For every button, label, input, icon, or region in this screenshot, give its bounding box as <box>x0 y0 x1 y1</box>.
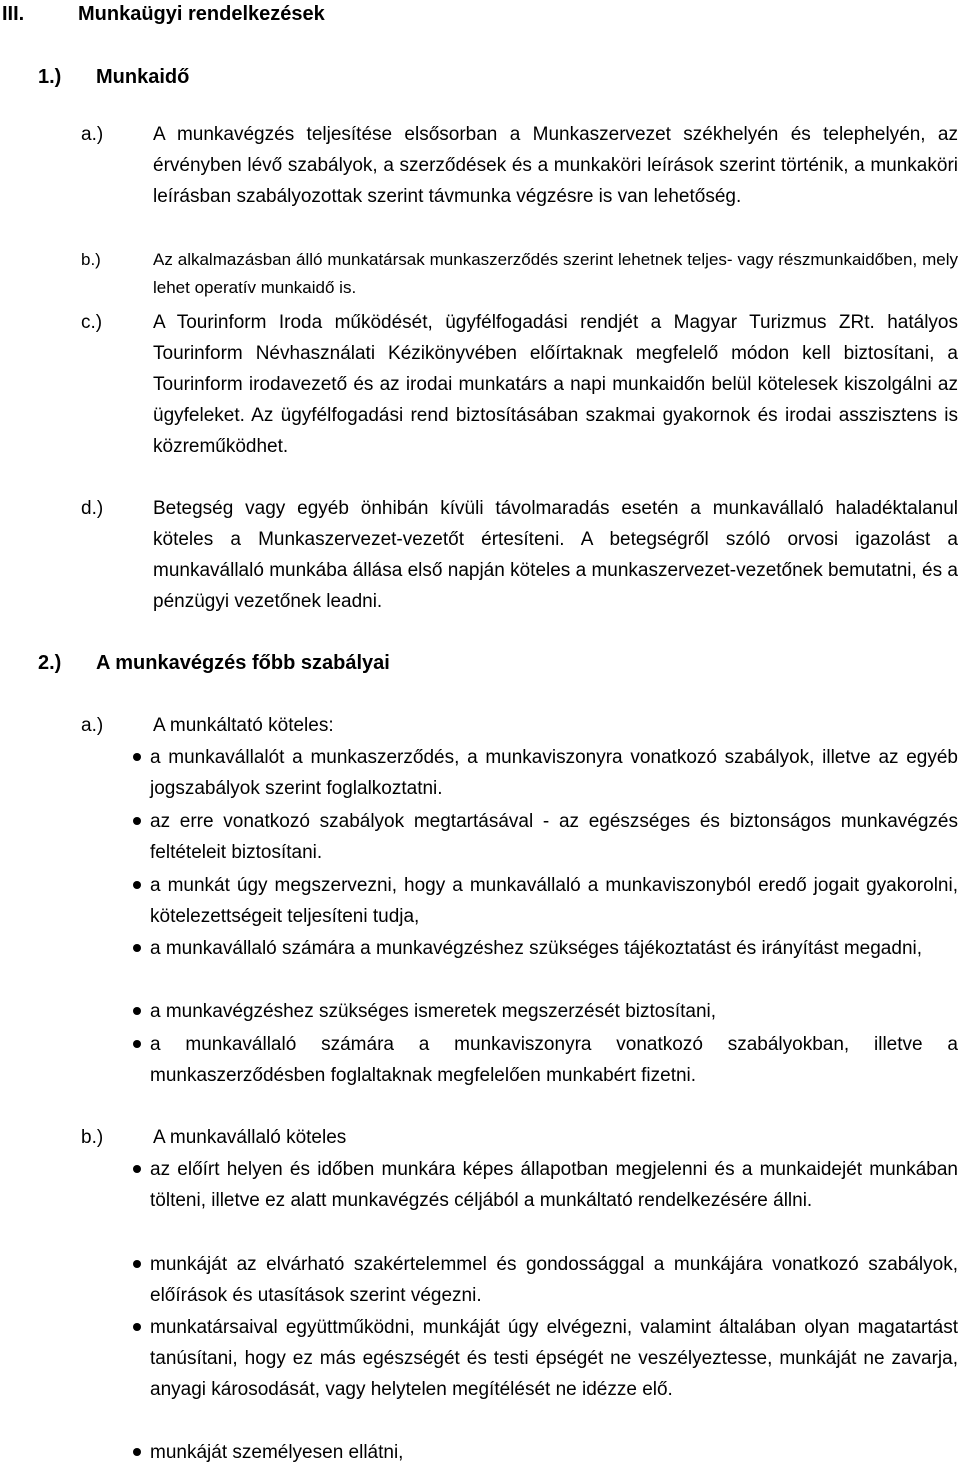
group-label: a.) <box>81 715 104 736</box>
bullet-text: a munkavállaló számára a munkavégzéshez szükséges tájékoztatást és irányítást megadni, <box>150 938 923 959</box>
bullet-text: munkatársaival együttműködni, munkáját úgy elvégezni, valamint általában olyan magatartást tanúsítani, hogy ez más egészségét és testi épségét ne veszélyeztesse, munkáját ne zavarja, anyagi károsodását, vagy helytelen megítélését ne idézze elő. <box>150 1317 958 1400</box>
subsection-number: 2.) <box>38 652 62 674</box>
section-title: Munkaügyi rendelkezések <box>78 3 325 25</box>
bullet-icon <box>133 1040 141 1048</box>
bullet-text: munkáját az elvárható szakértelemmel és gondossággal a munkájára vonatkozó szabályok, előírások és utasítások szerint végezni. <box>150 1254 958 1306</box>
item-label: b.) <box>81 250 101 269</box>
bullet-icon <box>133 1260 141 1268</box>
group-label: b.) <box>81 1127 104 1148</box>
item-text: Betegség vagy egyéb önhibán kívüli távolmaradás esetén a munkavállaló haladéktalanul köteles a Munkaszervezet-vezetőt értesíteni. A betegségről szóló orvosi igazolást a munkavállaló munkába állása első napján köteles a munkaszervezet-vezetőnek bemutatni, és a pénzügyi vezetőnek leadni. <box>153 498 958 612</box>
item-label: d.) <box>81 498 104 519</box>
bullet-icon <box>133 1323 141 1331</box>
group-title: A munkáltató köteles: <box>153 715 334 736</box>
bullet-text: az előírt helyen és időben munkára képes állapotban megjelenni és a munkaidejét munkában tölteni, illetve ez alatt munkavégzés céljából a munkáltató rendelkezésére állni. <box>150 1159 958 1211</box>
bullet-text: a munkavállalót a munkaszerződés, a munkaviszonyra vonatkozó szabályok, illetve az egyéb jogszabályok szerint foglalkoztatni. <box>150 747 958 799</box>
bullet-text: a munkavégzéshez szükséges ismeretek megszerzését biztosítani, <box>150 1001 717 1022</box>
bullet-icon <box>133 753 141 761</box>
item-text: A Tourinform Iroda működését, ügyfélfogadási rendjét a Magyar Turizmus ZRt. hatályos Tourinform Névhasználati Kézikönyvében előírtaknak megfelelő módon kell biztosítani, a Tourinform irodavezető és az irodai munkatárs a napi munkaidőn belül kötelesek kiszolgálni az ügyfeleket. Az ügyfélfogadási rend biztosításában szakmai gyakornok és irodai asszisztens is közreműködhet. <box>153 312 958 457</box>
bullet-icon <box>133 817 141 825</box>
subsection-number: 1.) <box>38 66 62 88</box>
bullet-icon <box>133 1448 141 1456</box>
bullet-icon <box>133 881 141 889</box>
subsection-title: Munkaidő <box>96 66 190 88</box>
group-title: A munkavállaló köteles <box>153 1127 347 1148</box>
subsection-title: A munkavégzés főbb szabályai <box>96 652 390 674</box>
bullet-icon <box>133 1007 141 1015</box>
item-text: A munkavégzés teljesítése elsősorban a Munkaszervezet székhelyén és telephelyén, az érvényben lévő szabályok, a szerződések és a munkaköri leírások szerint történik, a munkaköri leírásban szabályozottak szerint távmunka végzésre is van lehetőség. <box>153 124 958 207</box>
item-text: Az alkalmazásban álló munkatársak munkaszerződés szerint lehetnek teljes- vagy részmunkaidőben, mely lehet operatív munkaidő is. <box>153 250 958 297</box>
item-label: a.) <box>81 124 104 145</box>
bullet-icon <box>133 1165 141 1173</box>
bullet-text: a munkát úgy megszervezni, hogy a munkavállaló a munkaviszonyból eredő jogait gyakorolni, kötelezettségeit teljesíteni tudja, <box>150 875 958 927</box>
bullet-icon <box>133 944 141 952</box>
item-label: c.) <box>81 312 103 333</box>
section-number: III. <box>2 3 25 25</box>
bullet-text: az erre vonatkozó szabályok megtartásával - az egészséges és biztonságos munkavégzés feltételeit biztosítani. <box>150 811 958 863</box>
bullet-text: a munkavállaló számára a munkaviszonyra vonatkozó szabályokban, illetve a munkaszerződésben foglaltaknak megfelelően munkabért fizetni. <box>150 1034 958 1086</box>
bullet-text: munkáját személyesen ellátni, <box>150 1442 404 1463</box>
